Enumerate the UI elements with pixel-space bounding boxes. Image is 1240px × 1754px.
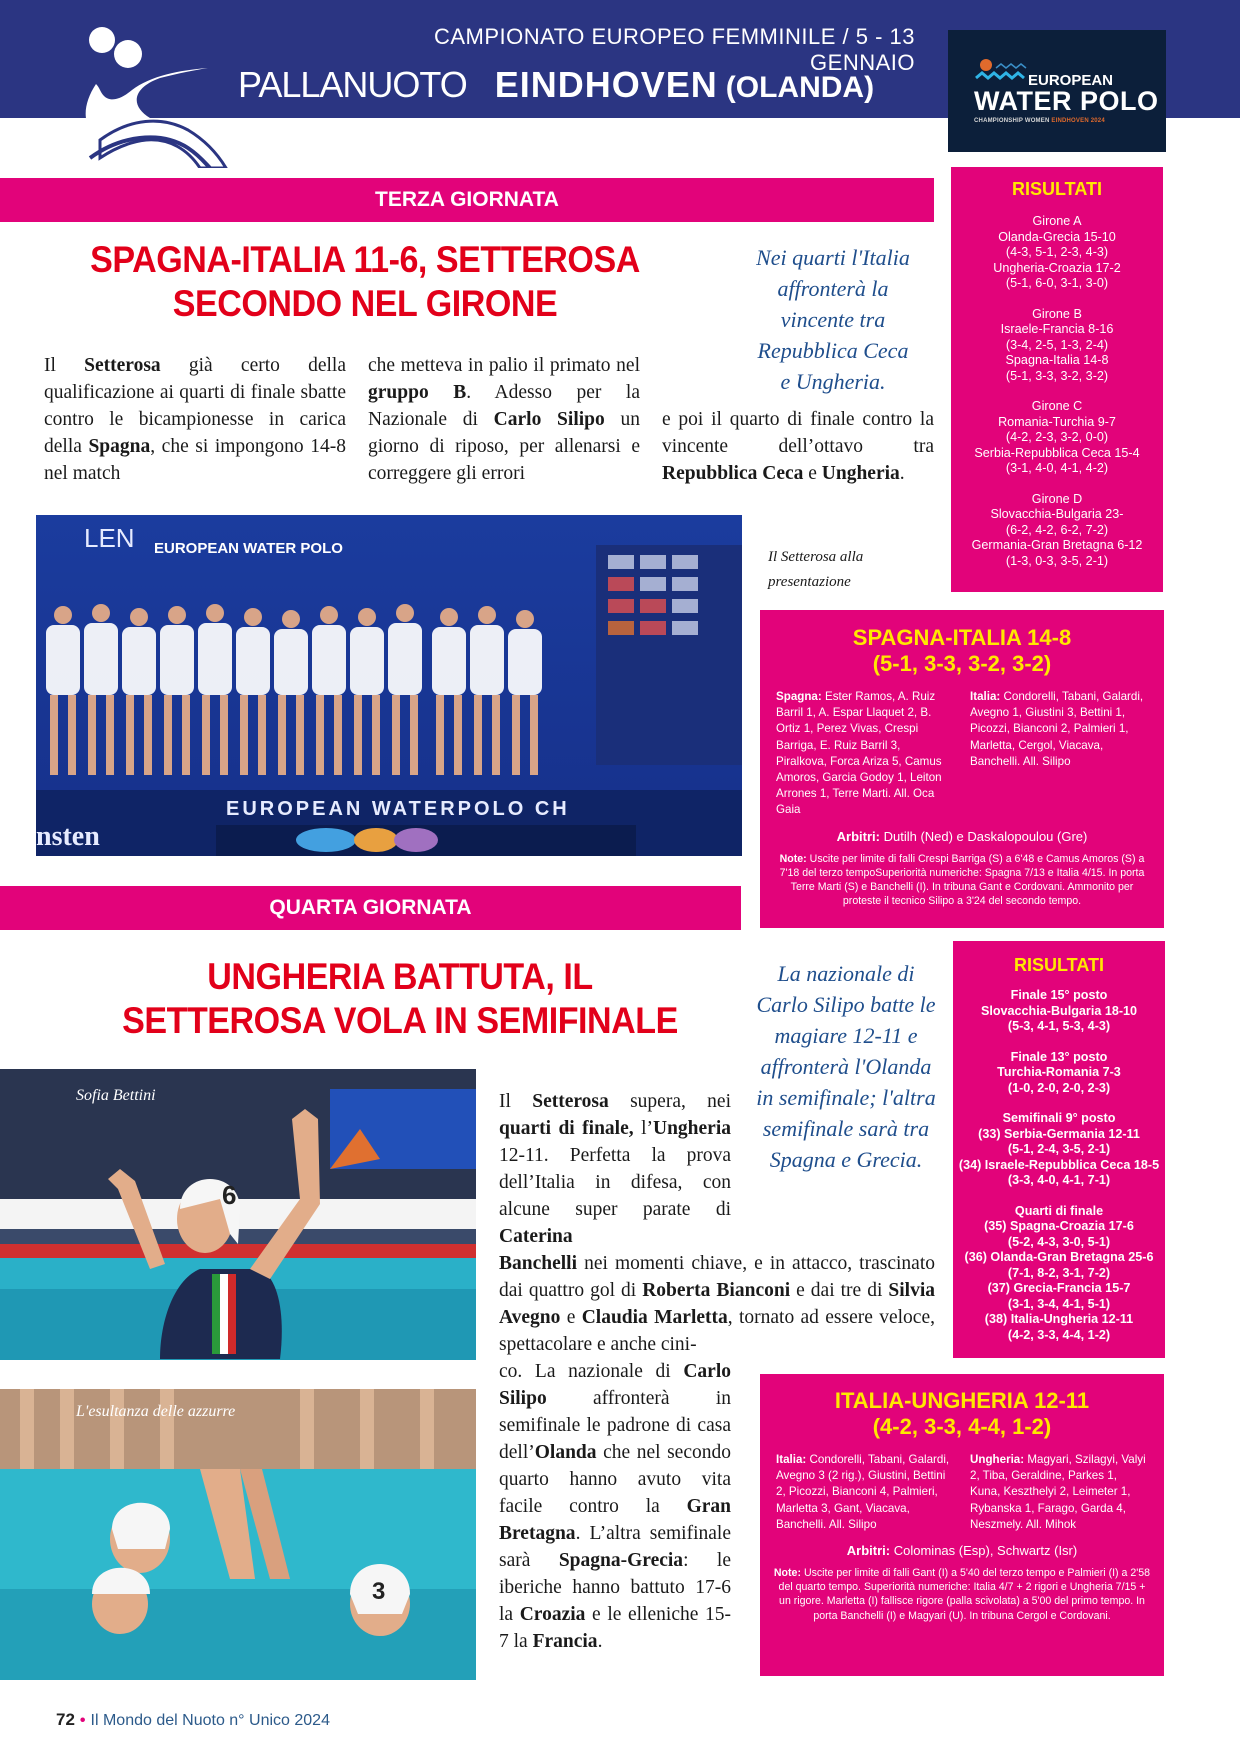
headline-section2	[87, 955, 713, 1043]
results-line: (5-2, 4-3, 3-0, 5-1)	[1007, 1234, 1111, 1249]
results-group	[951, 214, 1163, 292]
results-line: Slovacchia-Bulgaria 18-10	[980, 1003, 1138, 1018]
pullquote-section1: Nei quarti l'Italia affronterà la vincente tra Repubblica Ceca e Ungheria.	[756, 245, 910, 394]
svg-text:6: 6	[222, 1180, 237, 1210]
results-title: RISULTATI	[1012, 179, 1102, 199]
results-title: RISULTATI	[1014, 955, 1104, 975]
results-group	[951, 307, 1163, 385]
headline-line2: SECONDO NEL GIRONE	[172, 283, 558, 324]
referees	[760, 829, 1164, 844]
notes-label: Note:	[779, 852, 807, 865]
results-group	[951, 399, 1163, 477]
team2-players: Magyari, Szilagyi, Valyi 2, Tiba, Geraldine, Parkes 1, Kuna, Keszthelyi 2, Leimeter 1, Rybanska 1, Farago, Garda 4, Neszmely. All. Mihok	[970, 1453, 1146, 1531]
results-group-name: Girone C	[1031, 399, 1083, 413]
results-line: (6-2, 4-2, 6-2, 7-2)	[1005, 522, 1109, 537]
article2-column-bottom: co. La nazionale di Carlo Silipo affronterà in semifinale le padrone di casa dell’Olanda che nel secondo quarto hanno avuto vita facile contro la Gran Bretagna. L’altra semifinale sarà Spagna-Grecia: le iberiche hanno battuto 17-6 la Croazia e le elleniche 15-7 la Francia.	[499, 1361, 731, 1652]
team1-label: Italia:	[776, 1453, 807, 1466]
match-notes	[760, 852, 1164, 909]
results-list	[953, 988, 1165, 1343]
footer-separator: •	[79, 1712, 86, 1729]
photo-banner-text: EUROPEAN WATERPOLO CH	[226, 798, 570, 820]
match-quarters: (5-1, 3-3, 3-2, 3-2)	[872, 651, 1052, 676]
match-title: ITALIA-UNGHERIA 12-11	[834, 1388, 1090, 1413]
results-list	[951, 214, 1163, 569]
publication-name: Il Mondo del Nuoto n° Unico 2024	[90, 1712, 330, 1729]
team1-players: Ester Ramos, A. Ruiz Barril 1, A. Espar Llaquet 2, B. Ortiz 1, Perez Vivas, Crespi Barriga, E. Ruiz Barril 3, Piralkova, Forca Ariza 5, Camus Amoros, Garcia Godoy 1, Leiton Arrones 1, Terre Marti. All. Oca Gaia	[776, 690, 942, 817]
page-footer	[56, 1710, 330, 1730]
results-line: Olanda-Grecia 15-10	[998, 229, 1116, 244]
notes-label: Note:	[773, 1567, 801, 1580]
team2-label: Ungheria:	[970, 1453, 1025, 1466]
results-group-name: Girone D	[1031, 491, 1083, 506]
header-subtitle: CAMPIONATO EUROPEO FEMMINILE / 5 - 13 GENNAIO	[434, 24, 915, 75]
photo1-caption: Il Setterosa alla presentazione	[768, 549, 864, 590]
results-line: (36) Olanda-Gran Bretagna 25-6	[964, 1250, 1154, 1264]
results-line: Spagna-Italia 14-8	[1005, 353, 1109, 367]
sofia-bettini-photo	[0, 1069, 476, 1360]
article1-column1: Il Setterosa già certo della qualificazione ai quarti di finale sbatte contro le bicampionesse in carica della Spagna, che si impongono 14-8 nel match	[44, 355, 346, 484]
section-bar-quarta-giornata: QUARTA GIORNATA	[0, 886, 741, 930]
event-logo-line3-accent: EINDHOVEN 2024	[1051, 118, 1105, 124]
svg-text:LEN: LEN	[84, 523, 135, 553]
event-logo	[948, 30, 1166, 152]
results-line: Ungheria-Croazia 17-2	[993, 260, 1121, 275]
article1-column3: e poi il quarto di finale contro la vincente dell’ottavo tra Repubblica Ceca e Ungheria.	[662, 409, 934, 484]
article2-column-narrow: Il Setterosa supera, nei quarti di finale, l’Ungheria 12-11. Perfetta la prova dell’Italia in difesa, con alcune super parate di Caterina	[499, 1091, 731, 1247]
event-logo-line3	[974, 118, 1105, 124]
event-logo-line2: WATER POLO	[974, 86, 1159, 116]
results-line: (4-3, 5-1, 2-3, 4-3)	[1005, 245, 1109, 259]
results-group	[951, 492, 1163, 570]
results-group-name: Quarti di finale	[1014, 1203, 1104, 1218]
photo3-caption: L'esultanza delle azzurre	[76, 1403, 236, 1420]
sport-label: PALLANUOTO	[238, 64, 467, 105]
svg-text:EUROPEAN WATER POLO: EUROPEAN WATER POLO	[154, 540, 343, 557]
page-number: 72	[56, 1710, 75, 1729]
referees-label: Arbitri:	[836, 828, 880, 844]
results-group-name: Semifinali 9° posto	[1002, 1111, 1116, 1125]
article1-column2: che metteva in palio il primato nel gruppo B. Adesso per la Nazionale di Carlo Silipo un giorno di riposo, per allenarsi e correggere gli errori	[368, 355, 641, 484]
results-line: (7-1, 8-2, 3-1, 7-2)	[1007, 1265, 1111, 1280]
results-line: Slovacchia-Bulgaria 23-	[990, 507, 1124, 521]
team2-label: Italia:	[970, 690, 1001, 703]
results-line: Germania-Gran Bretagna 6-12	[971, 538, 1143, 552]
headline-line1: SPAGNA-ITALIA 11-6, SETTEROSA	[90, 239, 640, 280]
team-presentation-photo	[36, 515, 742, 856]
notes-value: Uscite per limite di falli Gant (I) a 5'40 del terzo tempo e Palmieri (I) a 2'58 del quarto tempo. Superiorità numeriche: Italia 4/7 + 2 rigori e Ungheria 7/15 + un rigore. Marletta (I) fallisce rigore (palla scivolata) a 5'00 del primo tempo. In porta Banchelli (I) e Magyari (U). In tribuna Cergol e Cordovani.	[778, 1567, 1151, 1622]
referees	[760, 1543, 1164, 1558]
results-line: (37) Grecia-Francia 15-7	[987, 1281, 1131, 1295]
lineup-spagna	[776, 689, 954, 819]
section-bar-terza-giornata: TERZA GIORNATA	[0, 178, 934, 222]
referees-value: Colominas (Esp), Schwartz (Isr)	[893, 1543, 1078, 1559]
match-quarters: (4-2, 3-3, 4-4, 1-2)	[872, 1414, 1052, 1439]
lineup-italia	[776, 1452, 954, 1533]
results-line: (4-2, 3-3, 4-4, 1-2)	[1007, 1327, 1111, 1342]
team2-players: Condorelli, Tabani, Galardi, Avegno 1, Giustini 3, Bettini 1, Picozzi, Bianconi 2, Palmieri 1, Marletta, Cergol, Viacava, Banchelli. All. Silipo	[970, 690, 1144, 768]
results-line: Serbia-Repubblica Ceca 15-4	[974, 445, 1140, 460]
results-line: (33) Serbia-Germania 12-11	[978, 1126, 1140, 1141]
results-line: (5-1, 3-3, 3-2, 3-2)	[1005, 368, 1109, 383]
results-line: Romania-Turchia 9-7	[998, 414, 1116, 429]
team1-label: Spagna:	[776, 690, 822, 703]
results-group-name: Finale 13° posto	[1010, 1049, 1108, 1064]
country-label: (OLANDA)	[725, 71, 875, 104]
results-line: (5-1, 6-0, 3-1, 3-0)	[1005, 276, 1109, 290]
headline-line2: SETTEROSA VOLA IN SEMIFINALE	[122, 1000, 678, 1041]
svg-text:3: 3	[372, 1578, 386, 1605]
notes-value: Uscite per limite di falli Crespi Barriga (S) a 6'48 e Camus Amoros (S) a 7'18 del terzo tempoSuperiorità numeriche: Spagna 7/13 e Italia 4/15. In porta Terre Marti (S) e Banchelli (I). In tribuna Gant e Cordovani. Ammonito per proteste il tecnico Silipo a 3'24 del secondo tempo.	[779, 852, 1145, 908]
results-line: (35) Spagna-Croazia 17-6	[984, 1219, 1134, 1233]
results-line: Turchia-Romania 7-3	[997, 1065, 1121, 1079]
celebration-photo	[0, 1389, 476, 1680]
match-box-italia-ungheria	[760, 1374, 1164, 1676]
lineup-italia	[970, 689, 1148, 819]
results-line: Israele-Francia 8-16	[1000, 322, 1114, 336]
results-line: (5-1, 2-4, 3-5, 2-1)	[1007, 1142, 1111, 1156]
article2-column-wide: Banchelli nei momenti chiave, e in attacco, trascinato dai quattro gol di Roberta Bianconi e dai tre di Silvia Avegno e Claudia Marletta, tornato ad essere veloce, spettacolare e anche cini-	[499, 1253, 935, 1355]
results-group	[953, 1111, 1165, 1189]
lineups	[760, 1452, 1164, 1533]
results-line: (34) Israele-Repubblica Ceca 18-5	[958, 1157, 1160, 1172]
results-line: (3-3, 4-0, 4-1, 7-1)	[1007, 1173, 1111, 1187]
results-group-name: Finale 15° posto	[1010, 988, 1108, 1002]
lineup-ungheria	[970, 1452, 1148, 1533]
match-notes	[760, 1566, 1164, 1623]
results-group	[953, 1050, 1165, 1097]
event-logo-line1: EUROPEAN	[1028, 72, 1114, 89]
results-line: (3-1, 3-4, 4-1, 5-1)	[1007, 1296, 1111, 1311]
results-group	[953, 1204, 1165, 1344]
results-line: (3-4, 2-5, 1-3, 2-4)	[1005, 337, 1109, 352]
match-title: SPAGNA-ITALIA 14-8	[852, 625, 1072, 650]
referees-label: Arbitri:	[846, 1543, 891, 1559]
header-title	[238, 64, 874, 106]
results-line: (1-0, 2-0, 2-0, 2-3)	[1007, 1080, 1111, 1095]
results-box-terza-giornata	[951, 167, 1163, 592]
pullquote-section2: La nazionale di Carlo Silipo batte le magiare 12-11 e affronterà l'Olanda in semifinale; l'altra semifinale sarà tra Spagna e Grecia.	[756, 961, 936, 1172]
photo2-caption: Sofia Bettini	[76, 1087, 156, 1104]
lineups	[760, 689, 1164, 819]
results-box-quarta-giornata	[953, 941, 1165, 1358]
results-line: (5-3, 4-1, 5-3, 4-3)	[1007, 1019, 1111, 1033]
headline-section1	[75, 238, 655, 326]
results-line: (38) Italia-Ungheria 12-11	[984, 1312, 1134, 1326]
results-group-name: Girone B	[1032, 306, 1082, 321]
results-group-name: Girone A	[1032, 214, 1082, 228]
event-logo-line3-text: CHAMPIONSHIP WOMEN	[974, 118, 1050, 124]
city-label: EINDHOVEN	[494, 64, 718, 105]
headline-line1: UNGHERIA BATTUTA, IL	[207, 956, 593, 997]
results-line: (4-2, 2-3, 3-2, 0-0)	[1005, 430, 1109, 444]
referees-value: Dutilh (Ned) e Daskalopoulou (Gre)	[883, 828, 1088, 844]
results-group	[953, 988, 1165, 1035]
results-line: (1-3, 0-3, 3-5, 2-1)	[1005, 553, 1109, 568]
results-line: (3-1, 4-0, 4-1, 4-2)	[1005, 461, 1109, 475]
svg-text:nsten: nsten	[36, 821, 100, 852]
team1-players: Condorelli, Tabani, Galardi, Avegno 3 (2 rig.), Giustini, Bettini 2, Picozzi, Bianconi 4, Palmieri, Marletta 3, Gant, Viacava, Banchelli. All. Silipo	[776, 1453, 950, 1531]
match-box-spagna-italia	[760, 610, 1164, 928]
